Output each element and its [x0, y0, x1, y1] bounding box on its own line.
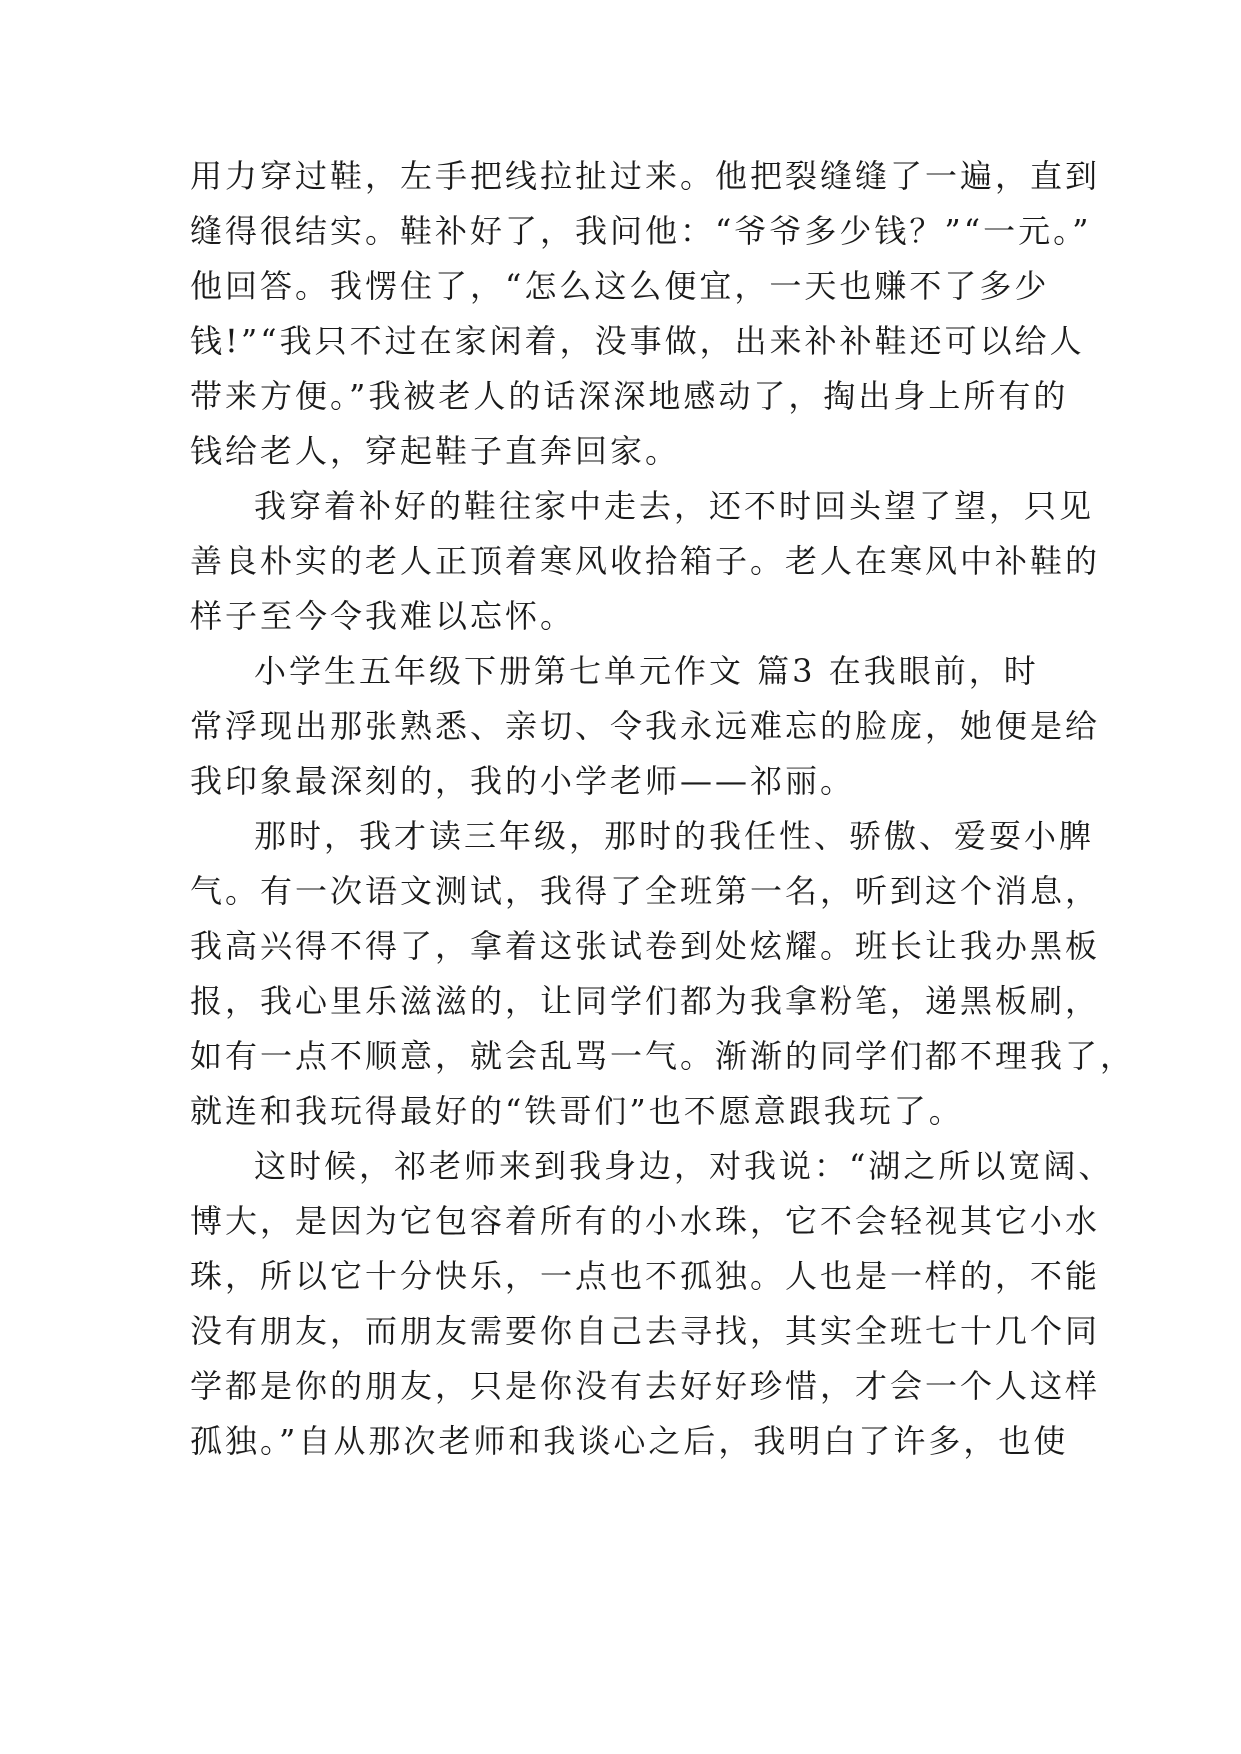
text-line: 珠，所以它十分快乐，一点也不孤独。人也是一样的，不能	[190, 1257, 1101, 1295]
text-line: 气。有一次语文测试，我得了全班第一名，听到这个消息，	[190, 872, 1101, 910]
text-line: 用力穿过鞋，左手把线拉扯过来。他把裂缝缝了一遍，直到	[190, 157, 1101, 195]
text-line: 博大，是因为它包容着所有的小水珠，它不会轻视其它小水	[190, 1202, 1101, 1240]
text-line: 就连和我玩得最好的“铁哥们”也不愿意跟我玩了。	[190, 1092, 964, 1130]
text-line: 钱!”“我只不过在家闲着，没事做，出来补补鞋还可以给人	[190, 322, 1085, 360]
text-line: 钱给老人，穿起鞋子直奔回家。	[190, 432, 681, 470]
paragraph-start-line: 这时候，祁老师来到我身边，对我说：“湖之所以宽阔、	[254, 1147, 1114, 1185]
text-line: 学都是你的朋友，只是你没有去好好珍惜，才会一个人这样	[190, 1367, 1101, 1405]
text-line: 我印象最深刻的，我的小学老师——祁丽。	[190, 762, 856, 800]
text-line: 我高兴得不得了，拿着这张试卷到处炫耀。班长让我办黑板	[190, 927, 1101, 965]
text-line: 如有一点不顺意，就会乱骂一气。渐渐的同学们都不理我了，	[190, 1037, 1136, 1075]
text-line: 善良朴实的老人正顶着寒风收拾箱子。老人在寒风中补鞋的	[190, 542, 1101, 580]
text-line: 报，我心里乐滋滋的，让同学们都为我拿粉笔，递黑板刷，	[190, 982, 1101, 1020]
text-line: 常浮现出那张熟悉、亲切、令我永远难忘的脸庞，她便是给	[190, 707, 1101, 745]
text-line: 没有朋友，而朋友需要你自己去寻找，其实全班七十几个同	[190, 1312, 1101, 1350]
text-line: 缝得很结实。鞋补好了，我问他：“爷爷多少钱？”“一元。”	[190, 212, 1092, 250]
paragraph-start-line: 那时，我才读三年级，那时的我任性、骄傲、爱耍小脾	[254, 817, 1095, 855]
text-line: 带来方便。”我被老人的话深深地感动了，掏出身上所有的	[190, 377, 1069, 415]
text-line: 孤独。”自从那次老师和我谈心之后，我明白了许多，也使	[190, 1422, 1069, 1460]
text-line: 样子至今令我难以忘怀。	[190, 597, 576, 635]
paragraph-start-line: 我穿着补好的鞋往家中走去，还不时回头望了望，只见	[254, 487, 1095, 525]
section-heading-line: 小学生五年级下册第七单元作文 篇3 在我眼前，时	[254, 652, 1039, 690]
text-line: 他回答。我愣住了，“怎么这么便宜，一天也赚不了多少	[190, 267, 1050, 305]
